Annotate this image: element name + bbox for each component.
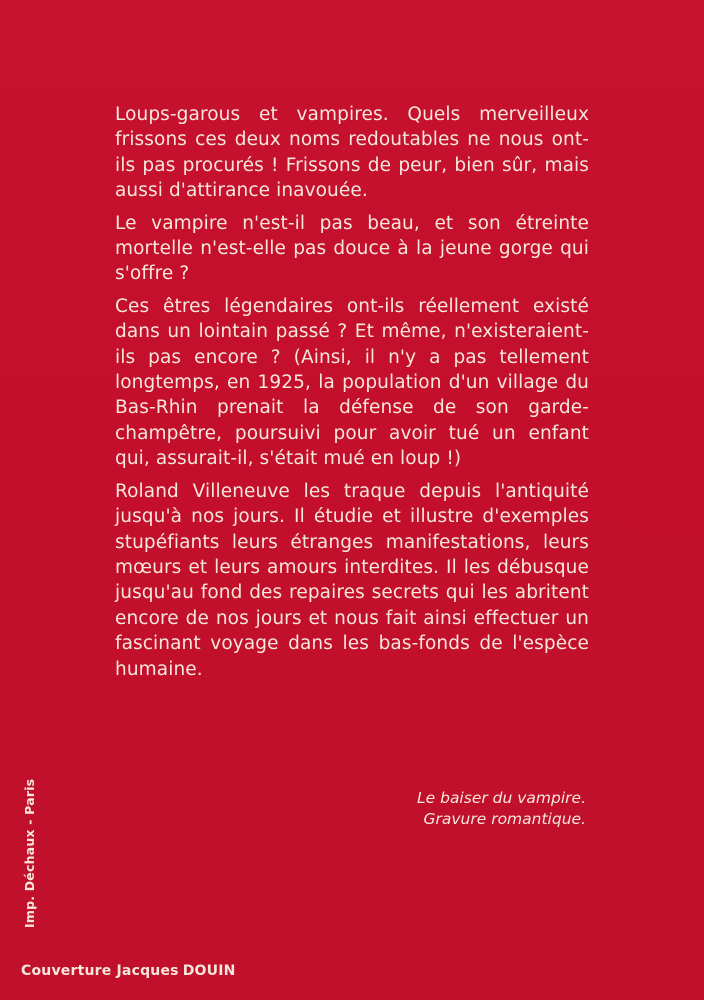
- illustration-caption: [286, 788, 586, 830]
- printer-imprint: Imp. Déchaux - Paris: [22, 778, 37, 928]
- blurb-text: [115, 102, 589, 689]
- blurb-paragraph-4: Roland Villeneuve les traque depuis l'antiquité jusqu'à nos jours. Il étudie et illustre d'exemples stupéfiants leurs étranges manifestations, leurs mœurs et leurs amours interdites. Il les débusque jusqu'au fond des repaires secrets qui les abritent encore de nos jours et nous fait ainsi effectuer un fascinant voyage dans les bas-fonds de l'espèce humaine.: [115, 480, 589, 680]
- credit-designer: DOUIN: [182, 963, 236, 979]
- blurb-paragraph-3: Ces êtres légendaires ont-ils réellement existé dans un lointain passé ? Et même, n'existeraient-ils pas encore ? (Ainsi, il n'y a pas tellement longtemps, en 1925, la population d'un village du Bas-Rhin prenait la défense de son garde-champêtre, poursuivi pour avoir tué un enfant qui, assurait-il, s'était mué en loup !): [115, 295, 589, 470]
- caption-title: Le baiser du vampire.: [417, 789, 586, 807]
- blurb-paragraph-2: Le vampire n'est-il pas beau, et son étreinte mortelle n'est-elle pas douce à la jeune gorge qui s'offre ?: [115, 212, 589, 285]
- cover-credit: [21, 963, 236, 979]
- caption-subtitle: Gravure romantique.: [423, 810, 586, 828]
- credit-label: Couverture Jacques: [21, 963, 179, 979]
- blurb-paragraph-1: Loups-garous et vampires. Quels merveilleux frissons ces deux noms redoutables ne nous ont-ils pas procurés ! Frissons de peur, bien sûr, mais aussi d'attirance inavouée.: [115, 104, 589, 202]
